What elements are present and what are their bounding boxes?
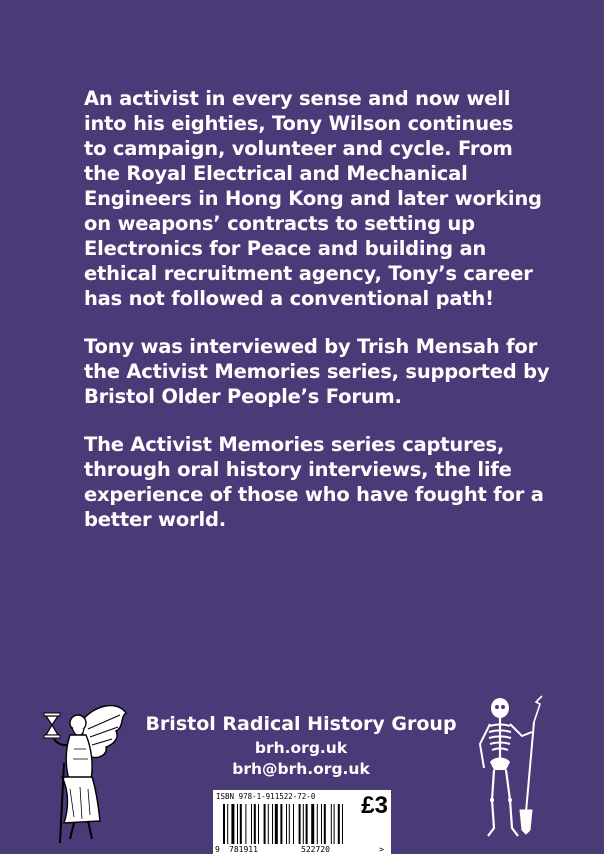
blurb-line: the Royal Electrical and Mechanical — [84, 162, 468, 185]
barcode-bar — [240, 804, 242, 844]
barcode-digit-lead: 9 — [215, 845, 220, 854]
blurb-line: An activist in every sense and now well — [84, 87, 511, 110]
barcode-bar — [280, 804, 282, 844]
barcode-bar — [321, 804, 322, 844]
barcode-bar — [245, 804, 246, 844]
blurb-paragraph-1 — [84, 86, 542, 311]
blurb-line: ethical recruitment agency, Tony’s career — [84, 262, 533, 285]
barcode-bar — [268, 804, 269, 844]
barcode-bar — [306, 804, 308, 844]
barcode-bar — [303, 804, 304, 844]
barcode-bar — [264, 804, 266, 844]
barcode-bar — [311, 804, 314, 844]
father-time-angel-icon — [40, 693, 130, 847]
barcode-bar — [334, 804, 335, 844]
barcode-bar — [342, 804, 343, 844]
isbn-label: ISBN 978-1-911522-72-0 — [216, 792, 316, 801]
blurb-line: into his eighties, Tony Wilson continues — [84, 112, 514, 135]
blurb-line: the Activist Memories series, supported by — [84, 360, 550, 383]
barcode-bar — [293, 804, 294, 844]
barcode-digits-left: 781911 — [229, 845, 258, 854]
blurb-line: to campaign, volunteer and cycle. From — [84, 137, 513, 160]
barcode-bar — [317, 804, 318, 844]
blurb-line: better world. — [84, 508, 226, 531]
blurb-line: Bristol Older People’s Forum. — [84, 385, 402, 408]
blurb-line: experience of those who have fought for a — [84, 483, 544, 506]
barcode-digits-right: 522720 — [301, 845, 330, 854]
publisher-block — [140, 710, 462, 780]
barcode-bar — [237, 804, 238, 844]
barcode-bar — [289, 804, 290, 844]
blurb-line: Electronics for Peace and building an — [84, 237, 487, 260]
blurb-line: on weapons’ contracts to setting up — [84, 212, 475, 235]
barcode-bar — [251, 804, 252, 844]
blurb-line: Engineers in Hong Kong and later working — [84, 187, 542, 210]
publisher-name: Bristol Radical History Group — [145, 713, 457, 735]
blurb-paragraph-3 — [84, 432, 544, 532]
blurb-line: The Activist Memories series captures, — [84, 433, 505, 456]
barcode-digit-add: > — [379, 845, 384, 854]
skeleton-with-spade-icon — [470, 692, 555, 846]
barcode-bar — [254, 804, 256, 844]
barcode-block — [213, 790, 391, 854]
barcode-bar — [286, 804, 287, 844]
price-label: £3 — [361, 792, 388, 819]
barcode-bars — [221, 804, 383, 844]
barcode-bar — [275, 804, 278, 844]
barcode-bar — [231, 804, 234, 844]
barcode-bar — [258, 804, 259, 844]
barcode-bar — [338, 804, 340, 844]
barcode-bar — [331, 804, 332, 844]
blurb-line: Tony was interviewed by Trish Mensah for — [84, 335, 538, 358]
barcode-bar — [324, 804, 326, 844]
barcode-bar — [299, 804, 301, 844]
publisher-email[interactable]: brh@brh.org.uk — [232, 760, 370, 778]
blurb-paragraph-2 — [84, 334, 550, 409]
blurb-line: has not followed a conventional path! — [84, 287, 494, 310]
barcode-bar — [223, 804, 225, 844]
barcode-bar — [272, 804, 273, 844]
blurb — [84, 86, 550, 555]
publisher-website[interactable]: brh.org.uk — [254, 739, 348, 757]
blurb-line: through oral history interviews, the life — [84, 458, 512, 481]
barcode-bar — [227, 804, 228, 844]
